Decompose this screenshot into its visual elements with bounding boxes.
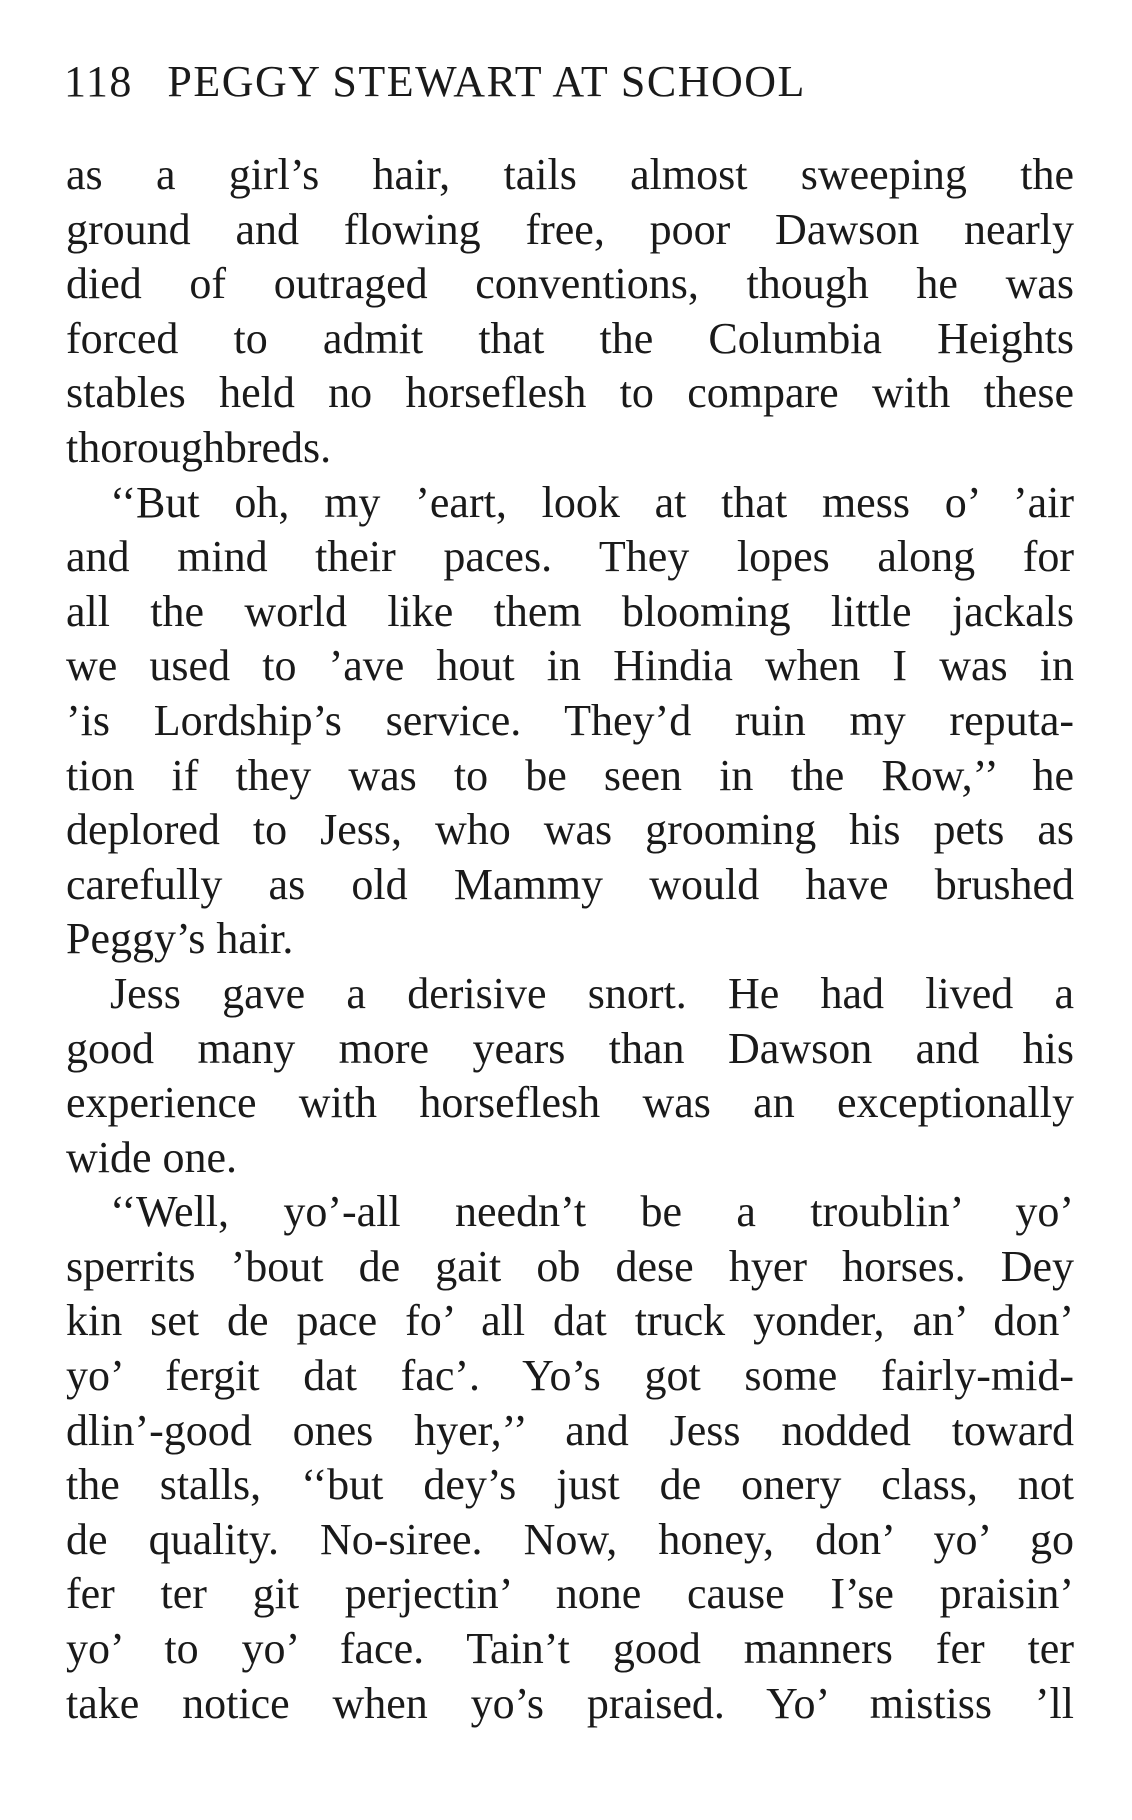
body-text bbox=[66, 148, 1074, 1731]
text-line: the stalls, ‘‘but dey’s just de onery class, not bbox=[66, 1460, 1074, 1510]
text-line: fer ter git perjectin’ none cause I’se praisin’ bbox=[66, 1569, 1074, 1619]
text-line: ‘‘But oh, my ’eart, look at that mess o’ ’air bbox=[110, 477, 1074, 527]
text-line: died of outraged conventions, though he was bbox=[66, 259, 1074, 309]
text-line: stables held no horseflesh to compare with these bbox=[66, 368, 1074, 418]
text-line: take notice when yo’s praised. Yo’ mistiss ’ll bbox=[66, 1678, 1074, 1728]
text-line: tion if they was to be seen in the Row,’’ he bbox=[66, 750, 1074, 800]
text-line: experience with horseflesh was an exceptionally bbox=[66, 1078, 1074, 1128]
text-line: and mind their paces. They lopes along for bbox=[66, 532, 1074, 582]
text-line: Peggy’s hair. bbox=[66, 914, 294, 964]
text-line: kin set de pace fo’ all dat truck yonder, an’ don’ bbox=[66, 1296, 1074, 1346]
text-line: yo’ to yo’ face. Tain’t good manners fer ter bbox=[66, 1624, 1074, 1674]
text-line: dlin’-good ones hyer,’’ and Jess nodded toward bbox=[66, 1405, 1074, 1455]
text-line: ground and flowing free, poor Dawson nearly bbox=[66, 204, 1074, 254]
text-line: thoroughbreds. bbox=[66, 422, 332, 472]
text-line: sperrits ’bout de gait ob dese hyer horses. Dey bbox=[66, 1241, 1074, 1291]
running-head bbox=[64, 52, 1074, 112]
book-title: PEGGY STEWART AT SCHOOL bbox=[167, 57, 806, 106]
page-number: 118 bbox=[64, 57, 133, 106]
text-line: we used to ’ave hout in Hindia when I was in bbox=[66, 641, 1074, 691]
text-line: forced to admit that the Columbia Heights bbox=[66, 313, 1074, 363]
text-line: as a girl’s hair, tails almost sweeping the bbox=[66, 150, 1074, 199]
text-line: de quality. No-siree. Now, honey, don’ yo’ go bbox=[66, 1514, 1074, 1564]
text-line: all the world like them blooming little jackals bbox=[66, 586, 1074, 636]
text-line: Jess gave a derisive snort. He had lived a bbox=[110, 968, 1074, 1018]
text-line: wide one. bbox=[66, 1132, 238, 1182]
text-line: yo’ fergit dat fac’. Yo’s got some fairly-mid- bbox=[66, 1351, 1074, 1401]
text-line: ‘‘Well, yo’-all needn’t be a troublin’ yo’ bbox=[110, 1187, 1074, 1237]
text-line: good many more years than Dawson and his bbox=[66, 1023, 1074, 1073]
text-line: ’is Lordship’s service. They’d ruin my reputa- bbox=[66, 695, 1074, 745]
text-line: carefully as old Mammy would have brushed bbox=[66, 859, 1074, 909]
text-line: deplored to Jess, who was grooming his pets as bbox=[66, 805, 1074, 855]
